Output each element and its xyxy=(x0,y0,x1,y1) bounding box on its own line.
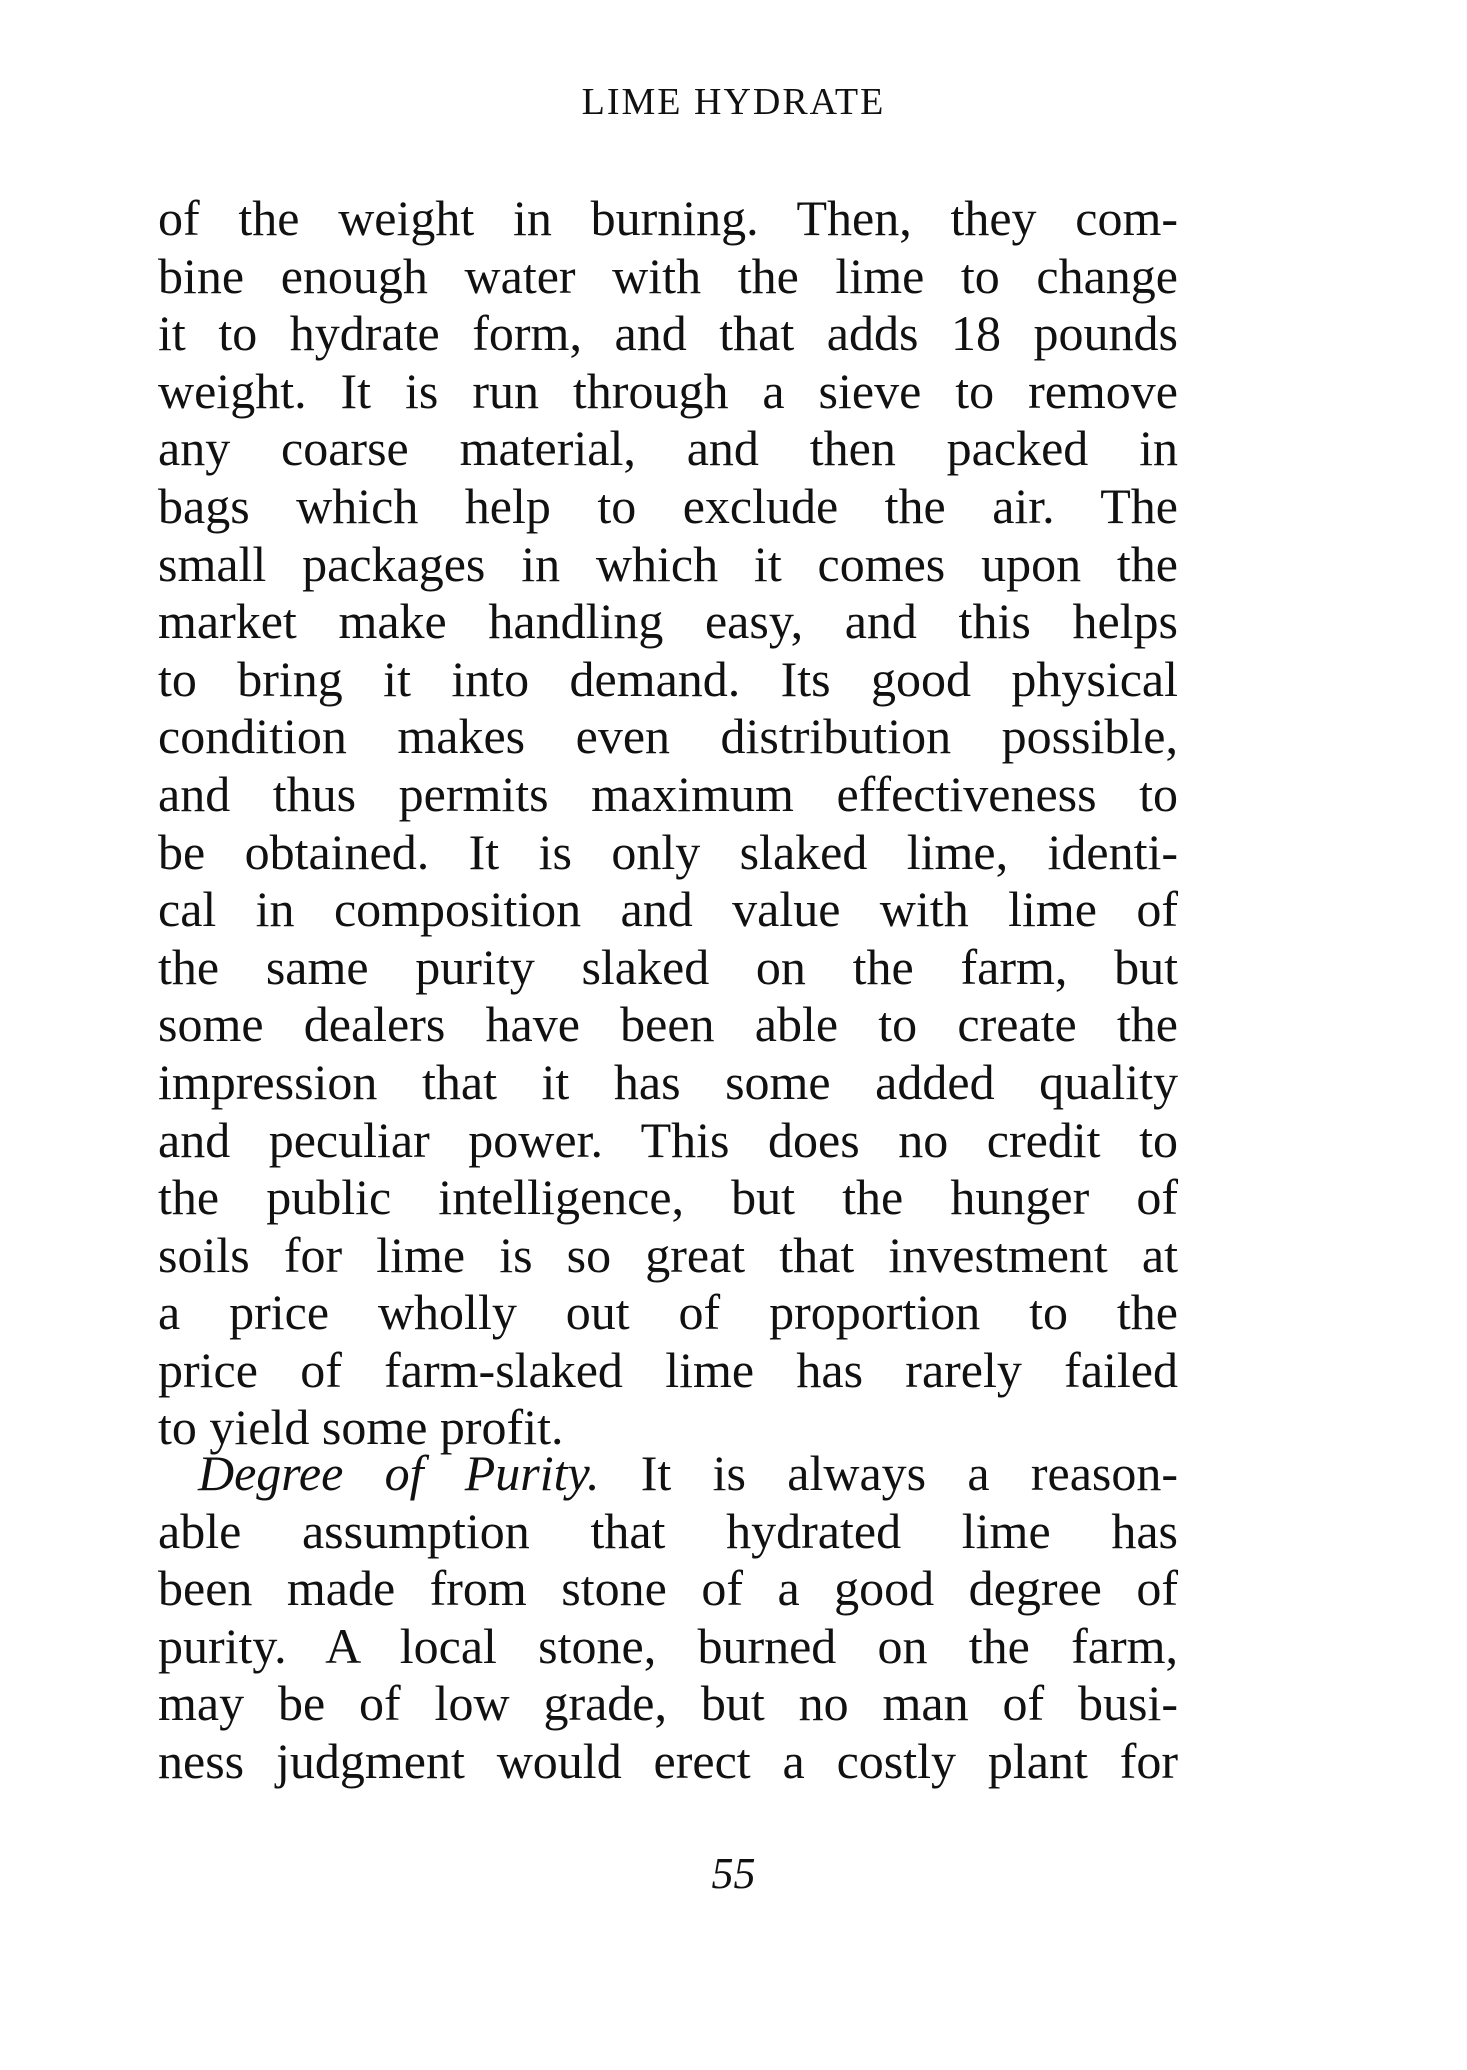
text-line: able assumption that hydrated lime has xyxy=(158,1502,1178,1559)
text-line: bine enough water with the lime to change xyxy=(158,247,1178,304)
text-line: weight. It is run through a sieve to remove xyxy=(158,362,1178,419)
text-line: market make handling easy, and this helps xyxy=(158,593,1178,650)
text-line: to yield some profit. xyxy=(158,1399,564,1456)
text-line: it to hydrate form, and that adds 18 pounds xyxy=(158,305,1178,362)
text-line: the public intelligence, but the hunger of xyxy=(158,1169,1178,1226)
section-heading: Degree of Purity. xyxy=(198,1445,600,1501)
paragraph-2 xyxy=(158,1445,1178,1791)
text-line: condition makes even distribution possible, xyxy=(158,708,1178,765)
text-line: small packages in which it comes upon the xyxy=(158,535,1178,592)
text-line: of the weight in burning. Then, they com- xyxy=(158,190,1178,246)
text-line: bags which help to exclude the air. The xyxy=(158,477,1178,534)
text-line: cal in composition and value with lime of xyxy=(158,881,1178,938)
text-line-rest: It is always a reason- xyxy=(640,1445,1179,1501)
text-line: and thus permits maximum effectiveness to xyxy=(158,765,1178,822)
text-line: soils for lime is so great that investment at xyxy=(158,1226,1178,1283)
paragraph-2-first-line xyxy=(158,1445,1178,1503)
text-line: and peculiar power. This does no credit to xyxy=(158,1111,1178,1168)
text-line: price of farm-slaked lime has rarely failed xyxy=(158,1341,1178,1398)
paragraph-1 xyxy=(158,190,1178,1457)
text-line: a price wholly out of proportion to the xyxy=(158,1284,1178,1341)
text-line: purity. A local stone, burned on the farm, xyxy=(158,1617,1178,1674)
text-line: may be of low grade, but no man of busi- xyxy=(158,1675,1178,1732)
text-line: any coarse material, and then packed in xyxy=(158,420,1178,477)
running-head: LIME HYDRATE xyxy=(581,81,886,123)
text-line: the same purity slaked on the farm, but xyxy=(158,938,1178,995)
page-number: 55 xyxy=(711,1849,756,1898)
text-line: ness judgment would erect a costly plant for xyxy=(158,1732,1178,1789)
text-line: some dealers have been able to create the xyxy=(158,996,1178,1053)
text-line: been made from stone of a good degree of xyxy=(158,1560,1178,1617)
text-line: be obtained. It is only slaked lime, identi- xyxy=(158,823,1178,880)
text-line: impression that it has some added quality xyxy=(158,1053,1178,1110)
text-line: to bring it into demand. Its good physical xyxy=(158,650,1178,707)
